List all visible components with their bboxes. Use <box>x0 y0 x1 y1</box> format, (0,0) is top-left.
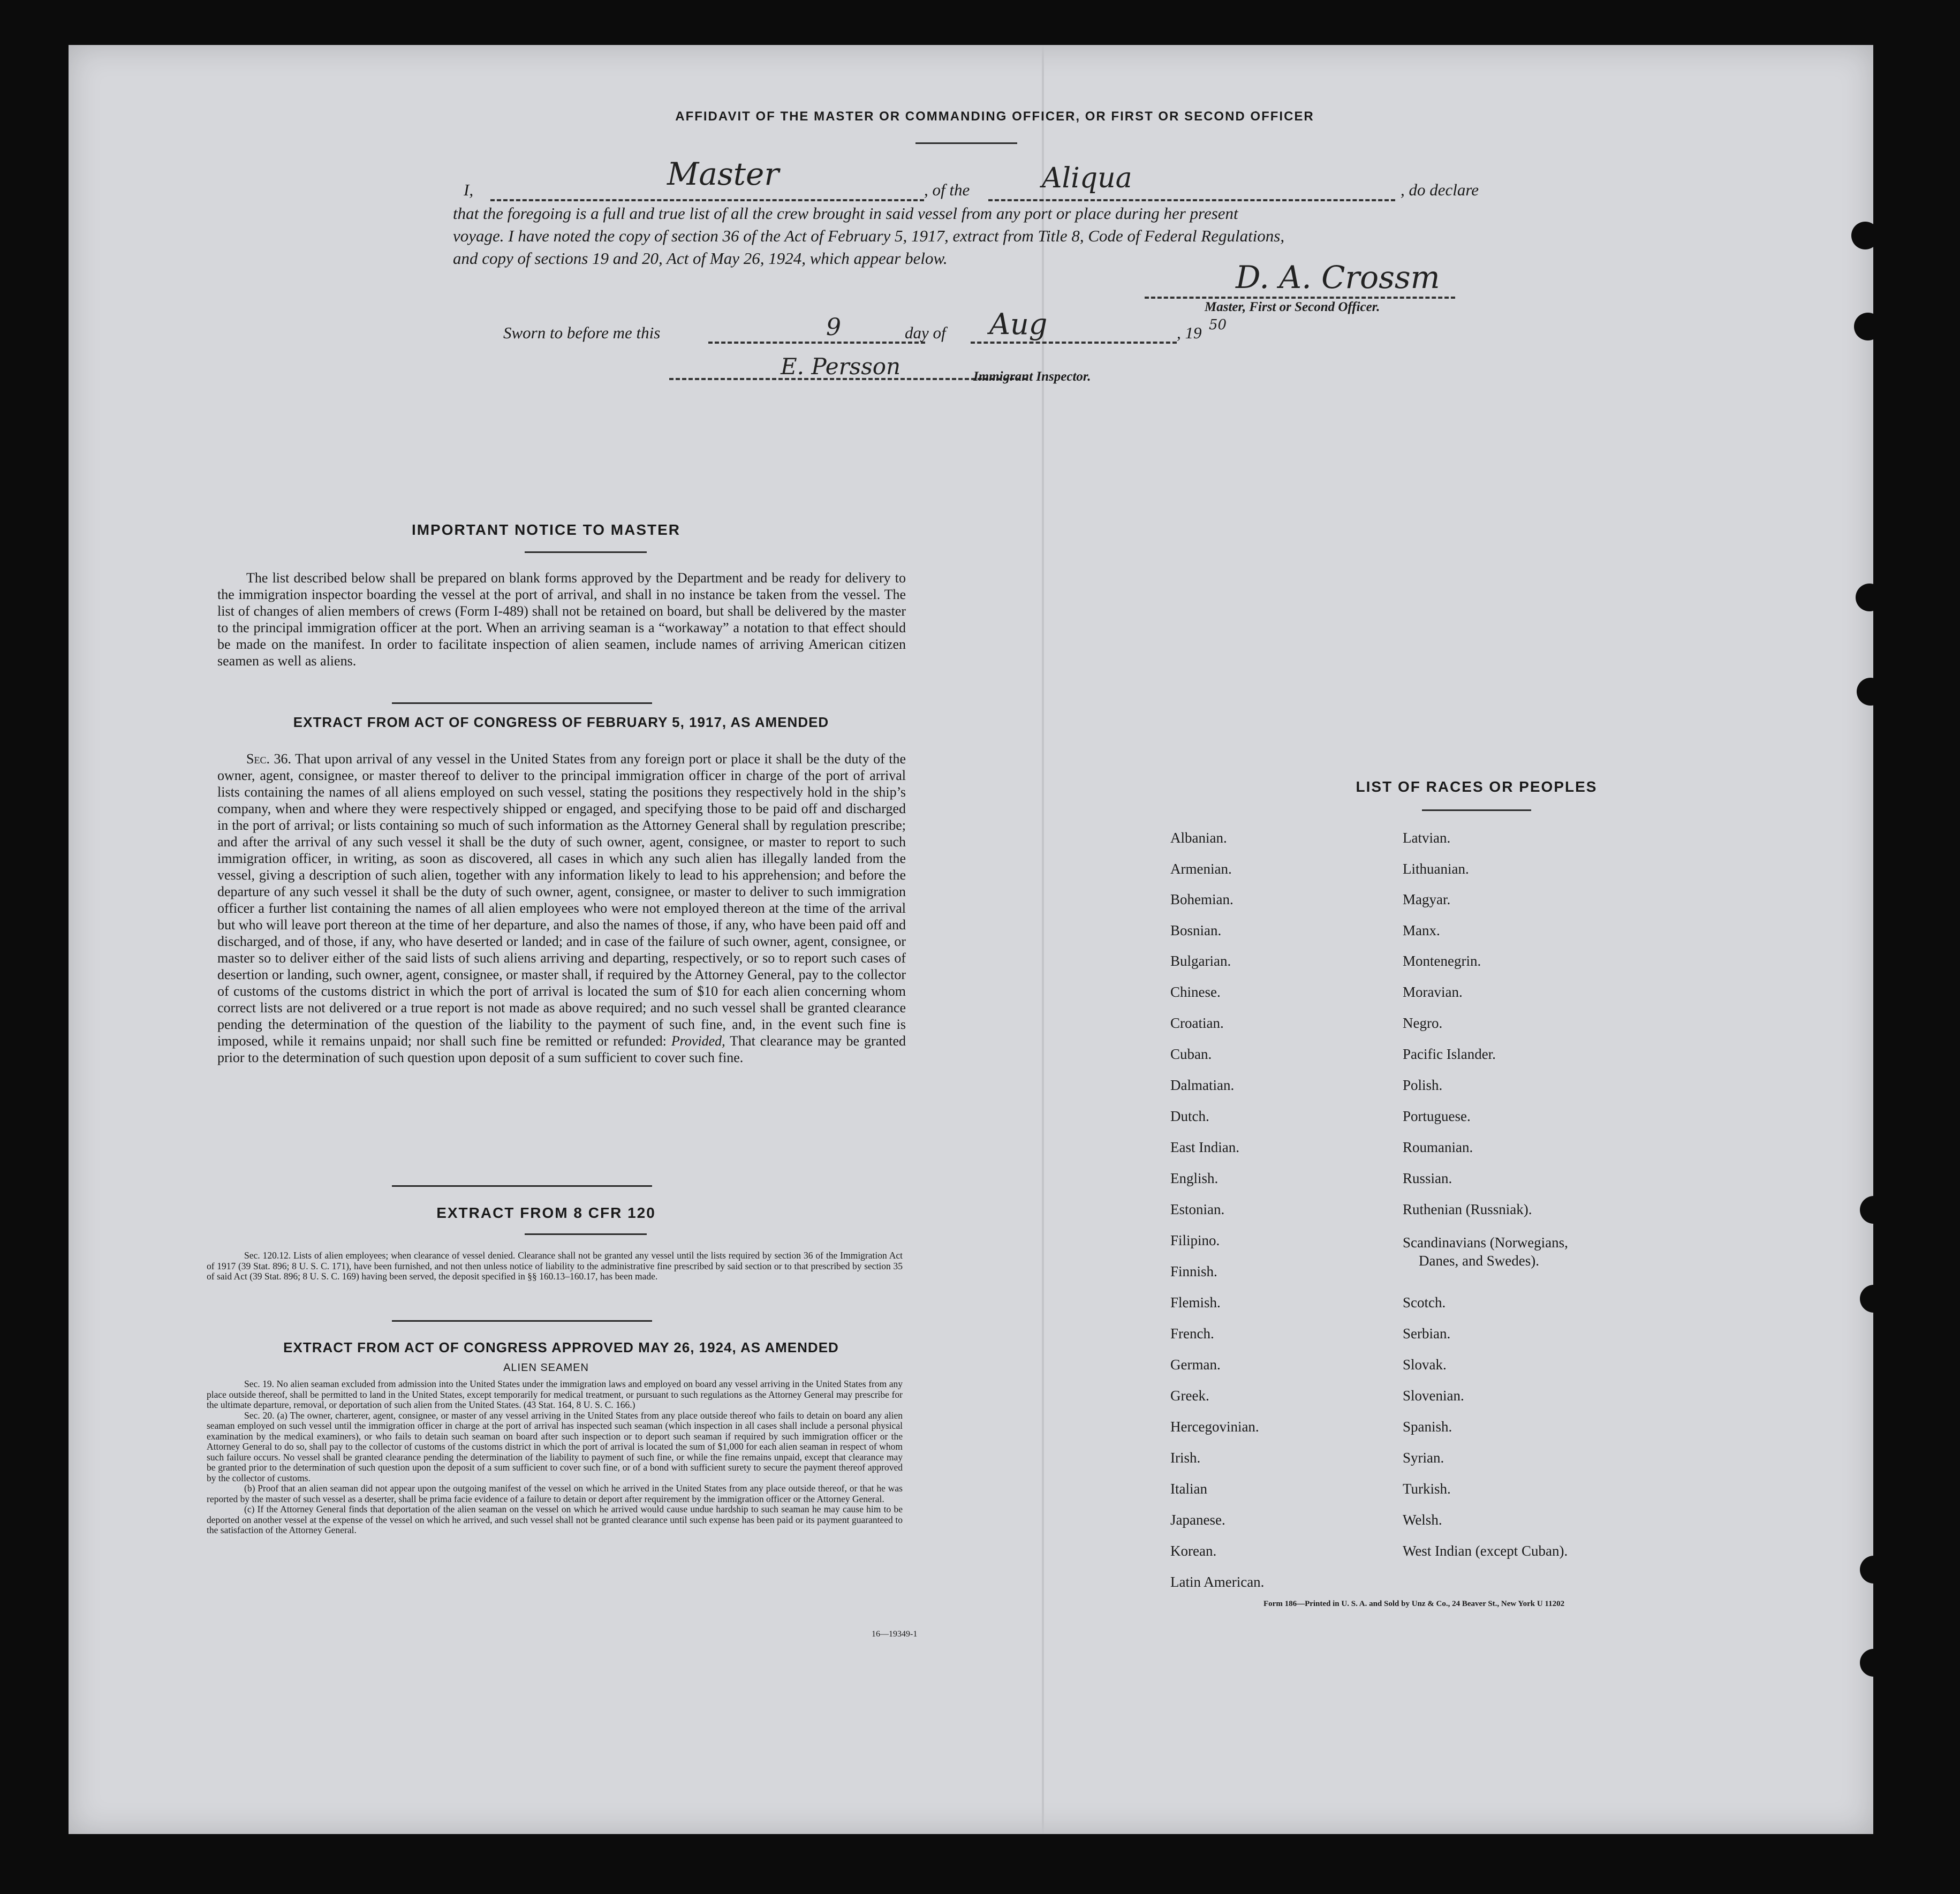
day-of-text: day of <box>905 323 946 342</box>
race-item: Moravian. <box>1403 984 1463 1000</box>
race-item: Latvian. <box>1403 830 1451 846</box>
cfr-rule <box>525 1233 647 1235</box>
provided-word: Provided, <box>671 1033 725 1049</box>
race-item: Italian <box>1170 1481 1207 1497</box>
punch-hole <box>1854 313 1882 340</box>
affidavit-title: AFFIDAVIT OF THE MASTER OR COMMANDING OFFICER, OR FIRST OR SECOND OFFICER <box>675 109 1314 124</box>
sec-36-text-b: That clearance may be granted prior to the determination of such question upon deposit of a sum sufficient to cover such fine. <box>217 1033 906 1065</box>
punch-hole <box>1860 1556 1888 1584</box>
extract-1917-title: EXTRACT FROM ACT OF CONGRESS OF FEBRUARY 5, 1917, AS AMENDED <box>293 714 829 730</box>
race-item: Lithuanian. <box>1403 861 1469 877</box>
race-item: Korean. <box>1170 1543 1217 1559</box>
races-rule <box>1422 809 1531 811</box>
notice-rule <box>525 551 647 553</box>
race-item: Japanese. <box>1170 1512 1225 1528</box>
sec-20a-text: Sec. 20. (a) The owner, charterer, agent, consignee, or master of any vessel arriving in the United States from any place outside thereof who fails to detain on board any alien seaman employed on such vessel until the immigration officer in charge at the port of arrival has inspected such seaman (which inspection in all cases shall include a personal physical examination by the medical examiners), or who fails to detain such seaman on board after such inspection or to deport such seaman if required by such immigration officer or the Attorney General to do so, shall pay to the collector of customs of the customs district in which the port of arrival is located the sum of $1,000 for each alien seaman in respect of whom such failure occurs. No vessel shall be granted clearance pending the determination of the liability to payment of such fine, or while the fine remains unpaid, except that clearance may be granted prior to the determination of such question upon the deposit of a sum sufficient to cover such fine, or of a bond with sufficient surety to secure the payment thereof approved by the collector of customs. <box>207 1410 903 1483</box>
form-code: 16—19349-1 <box>872 1630 918 1639</box>
declarant-name: Master <box>667 156 780 192</box>
vessel-prefix: , of the <box>924 180 970 199</box>
sworn-month: Aug <box>989 307 1048 341</box>
race-item: Welsh. <box>1403 1512 1442 1528</box>
race-item: Polish. <box>1403 1077 1443 1093</box>
extract-1917-body <box>217 751 906 1066</box>
race-item: East Indian. <box>1170 1139 1239 1155</box>
sworn-text: Sworn to before me this <box>503 323 661 342</box>
declarant-prefix: I, <box>464 180 474 199</box>
affidavit-line-4: and copy of sections 19 and 20, Act of May 26, 1924, which appear below. <box>453 249 948 268</box>
extract-1924-body <box>207 1379 903 1536</box>
race-item: Cuban. <box>1170 1046 1212 1062</box>
race-item: Finnish. <box>1170 1263 1217 1279</box>
sec-36-text-a: That upon arrival of any vessel in the United States from any foreign port or place it shall be the duty of the owner, agent, consignee, or master thereof to deliver to the principal immigration officer in charge of the port of arrival lists containing the names of all aliens employed on such vessel, stating the positions they respectively hold in the ship’s company, when and where they were respectively shipped or engaged, and specifying those to be paid off and discharged in the port of arrival; or lists containing so much of such information as the Attorney General shall by regulation prescribe; and after the arrival of any such vessel it shall be the duty of such owner, agent, consignee, or master to report to such immigration officer, in writing, as soon as discovered, all cases in which any such alien has illegally landed from the vessel, giving a description of such alien, together with any information likely to lead to his apprehension; and before the departure of any such vessel it shall be the duty of such owner, agent, consignee, or master to deliver to such immigration officer a further list containing the names of all alien employees who were not employed thereon at the time of the arrival but who will leave port thereon at the time of her departure, and also the names of those, if any, who have been paid off and discharged, and of those, if any, who have deserted or landed; and in case of the failure of such owner, agent, consignee, or master so to deliver either of the said lists of such aliens arriving and departing, respectively, or so to report such cases of desertion or landing, such owner, agent, consignee, or master shall, if required by the Attorney General, pay to the collector of customs of the customs district in which the port of arrival is located the sum of $10 for each alien concerning whom correct lists are not delivered or a true report is not made as above required; and no such vessel shall be granted clearance pending the determination of the question of the liability to the payment of such fine, and, in the event such fine is imposed, while it remains unpaid; nor shall such fine be remitted or refunded: <box>217 751 906 1049</box>
race-item: Scandinavians (Norwegians, <box>1403 1234 1568 1251</box>
extract-cfr-title: EXTRACT FROM 8 CFR 120 <box>436 1204 656 1221</box>
race-item: Russian. <box>1403 1170 1452 1186</box>
race-item: Montenegrin. <box>1403 953 1481 969</box>
race-item: Spanish. <box>1403 1419 1452 1435</box>
notice-text: The list described below shall be prepared on blank forms approved by the Department and be ready for delivery to the immigration inspector boarding the vessel at the port of arrival, and shall in no instance be taken from the vessel. The list of changes of alien members of crews (Form I-489) shall not be retained on board, but shall be delivered by the master to the principal immigration officer at the port. When an arriving seaman is a “workaway” a notation to that effect should be made on the manifest. In order to facilitate inspection of alien seamen, include names of arriving American citizen seamen as well as aliens. <box>217 570 906 669</box>
race-item: Hercegovinian. <box>1170 1419 1259 1435</box>
sec-36-label: Sec. 36. <box>246 751 291 767</box>
race-item: Croatian. <box>1170 1015 1224 1031</box>
race-item: Estonian. <box>1170 1201 1225 1217</box>
race-item: Scotch. <box>1403 1294 1446 1310</box>
officer-signature-line <box>1145 297 1455 299</box>
alien-seamen-subtitle: ALIEN SEAMEN <box>503 1362 589 1374</box>
race-item: Slovenian. <box>1403 1388 1464 1404</box>
year-suffix: 50 <box>1209 317 1227 333</box>
race-item: Irish. <box>1170 1450 1201 1466</box>
vessel-name: Aliqua <box>1042 162 1132 194</box>
declare-suffix: , do declare <box>1401 180 1479 199</box>
sworn-day: 9 <box>826 314 841 341</box>
race-item: Albanian. <box>1170 830 1227 846</box>
race-item: Danes, and Swedes). <box>1419 1253 1539 1269</box>
officer-caption: Master, First or Second Officer. <box>1205 300 1380 314</box>
race-item: Dutch. <box>1170 1108 1209 1124</box>
race-item: Ruthenian (Russniak). <box>1403 1201 1532 1217</box>
punch-hole <box>1851 222 1879 249</box>
notice-body <box>217 570 906 669</box>
punch-hole <box>1857 678 1885 706</box>
race-item: Bulgarian. <box>1170 953 1231 969</box>
affidavit-statement <box>453 156 1552 270</box>
form-footer: Form 186—Printed in U. S. A. and Sold by Unz & Co., 24 Beaver St., New York U 11202 <box>1263 1600 1565 1608</box>
punch-hole <box>1860 1285 1888 1313</box>
race-item: Bosnian. <box>1170 922 1222 938</box>
race-item: Pacific Islander. <box>1403 1046 1496 1062</box>
race-item: Portuguese. <box>1403 1108 1471 1124</box>
sec-19-text: Sec. 19. No alien seaman excluded from admission into the United States under the immigration laws and employed on board any vessel arriving in the United States from any place outside thereof, shall be permitted to land in the United States, except temporarily for medical treatment, or pursuant to such regulations as the Attorney General may prescribe for the ultimate departure, removal, or deportation of such alien from the United States. (43 Stat. 164, 8 U. S. C. 166.) <box>207 1378 903 1410</box>
declarant-line <box>490 199 924 201</box>
sec-20c-text: (c) If the Attorney General finds that deportation of the alien seaman on the vessel on which he arrived would cause undue hardship to such seaman he may cause him to be deported on another vessel at the expense of the vessel on which he arrived, and such vessel shall not be granted clearance until such expense has been paid or its payment guaranteed to the satisfaction of the Attorney General. <box>207 1504 903 1535</box>
sec-20b-text: (b) Proof that an alien seaman did not appear upon the outgoing manifest of the vessel on which he arrived in the United States from any place outside thereof, or that he was reported by the master of such vessel as a deserter, shall be prima facie evidence of a failure to detain or deport after requirement by the immigration officer or the Attorney General. <box>207 1483 903 1504</box>
race-item: German. <box>1170 1357 1221 1373</box>
sworn-day-line <box>708 342 925 344</box>
inspector-signature: E. Persson <box>781 353 901 380</box>
race-item: Dalmatian. <box>1170 1077 1235 1093</box>
race-item: Bohemian. <box>1170 891 1233 907</box>
race-item: Manx. <box>1403 922 1440 938</box>
sworn-month-line <box>971 342 1177 344</box>
year-prefix: , 19 <box>1177 323 1202 342</box>
document-page <box>69 45 1873 1834</box>
races-title: LIST OF RACES OR PEOPLES <box>1356 778 1598 795</box>
divider-rule <box>392 1185 652 1187</box>
race-item: Negro. <box>1403 1015 1443 1031</box>
race-item: Chinese. <box>1170 984 1221 1000</box>
race-item: Roumanian. <box>1403 1139 1473 1155</box>
race-item: Latin American. <box>1170 1574 1265 1590</box>
officer-signature: D. A. Crossm <box>1236 259 1440 296</box>
race-item: Greek. <box>1170 1388 1209 1404</box>
notice-title: IMPORTANT NOTICE TO MASTER <box>411 521 681 538</box>
cfr-text: Sec. 120.12. Lists of alien employees; when clearance of vessel denied. Clearance shall not be granted any vessel until the lists required by section 36 of the Immigration Act of 1917 (39 Stat. 896; 8 U. S. C. 171), have been furnished, and not then unless notice of liability to the administrative fine prescribed by said section or to that prescribed by section 35 of said Act (39 Stat. 896; 8 U. S. C. 169) having been served, the deposit specified in §§ 160.13–160.17, has been made. <box>207 1250 903 1282</box>
race-item: Turkish. <box>1403 1481 1451 1497</box>
vessel-line <box>988 199 1395 201</box>
affidavit-line-3: voyage. I have noted the copy of section 36 of the Act of February 5, 1917, extract from Title 8, Code of Federal Regulations, <box>453 226 1285 245</box>
divider-rule <box>392 702 652 704</box>
divider-rule <box>392 1320 652 1322</box>
punch-hole <box>1860 1649 1888 1677</box>
title-rule <box>915 142 1017 144</box>
race-item: Slovak. <box>1403 1357 1447 1373</box>
race-item: Armenian. <box>1170 861 1232 877</box>
inspector-caption: Immigrant Inspector. <box>973 369 1091 384</box>
race-item: English. <box>1170 1170 1219 1186</box>
punch-hole <box>1856 584 1883 611</box>
race-item: Syrian. <box>1403 1450 1444 1466</box>
punch-hole <box>1860 1196 1888 1224</box>
race-item: Filipino. <box>1170 1232 1220 1248</box>
extract-cfr-body <box>207 1251 903 1282</box>
race-item: Magyar. <box>1403 891 1451 907</box>
race-item: French. <box>1170 1325 1214 1342</box>
affidavit-line-2: that the foregoing is a full and true list of all the crew brought in said vessel from any port or place during her present <box>453 204 1238 223</box>
race-item: Flemish. <box>1170 1294 1221 1310</box>
race-item: West Indian (except Cuban). <box>1403 1543 1568 1559</box>
extract-1924-title: EXTRACT FROM ACT OF CONGRESS APPROVED MAY 26, 1924, AS AMENDED <box>283 1339 839 1355</box>
race-item: Serbian. <box>1403 1325 1451 1342</box>
